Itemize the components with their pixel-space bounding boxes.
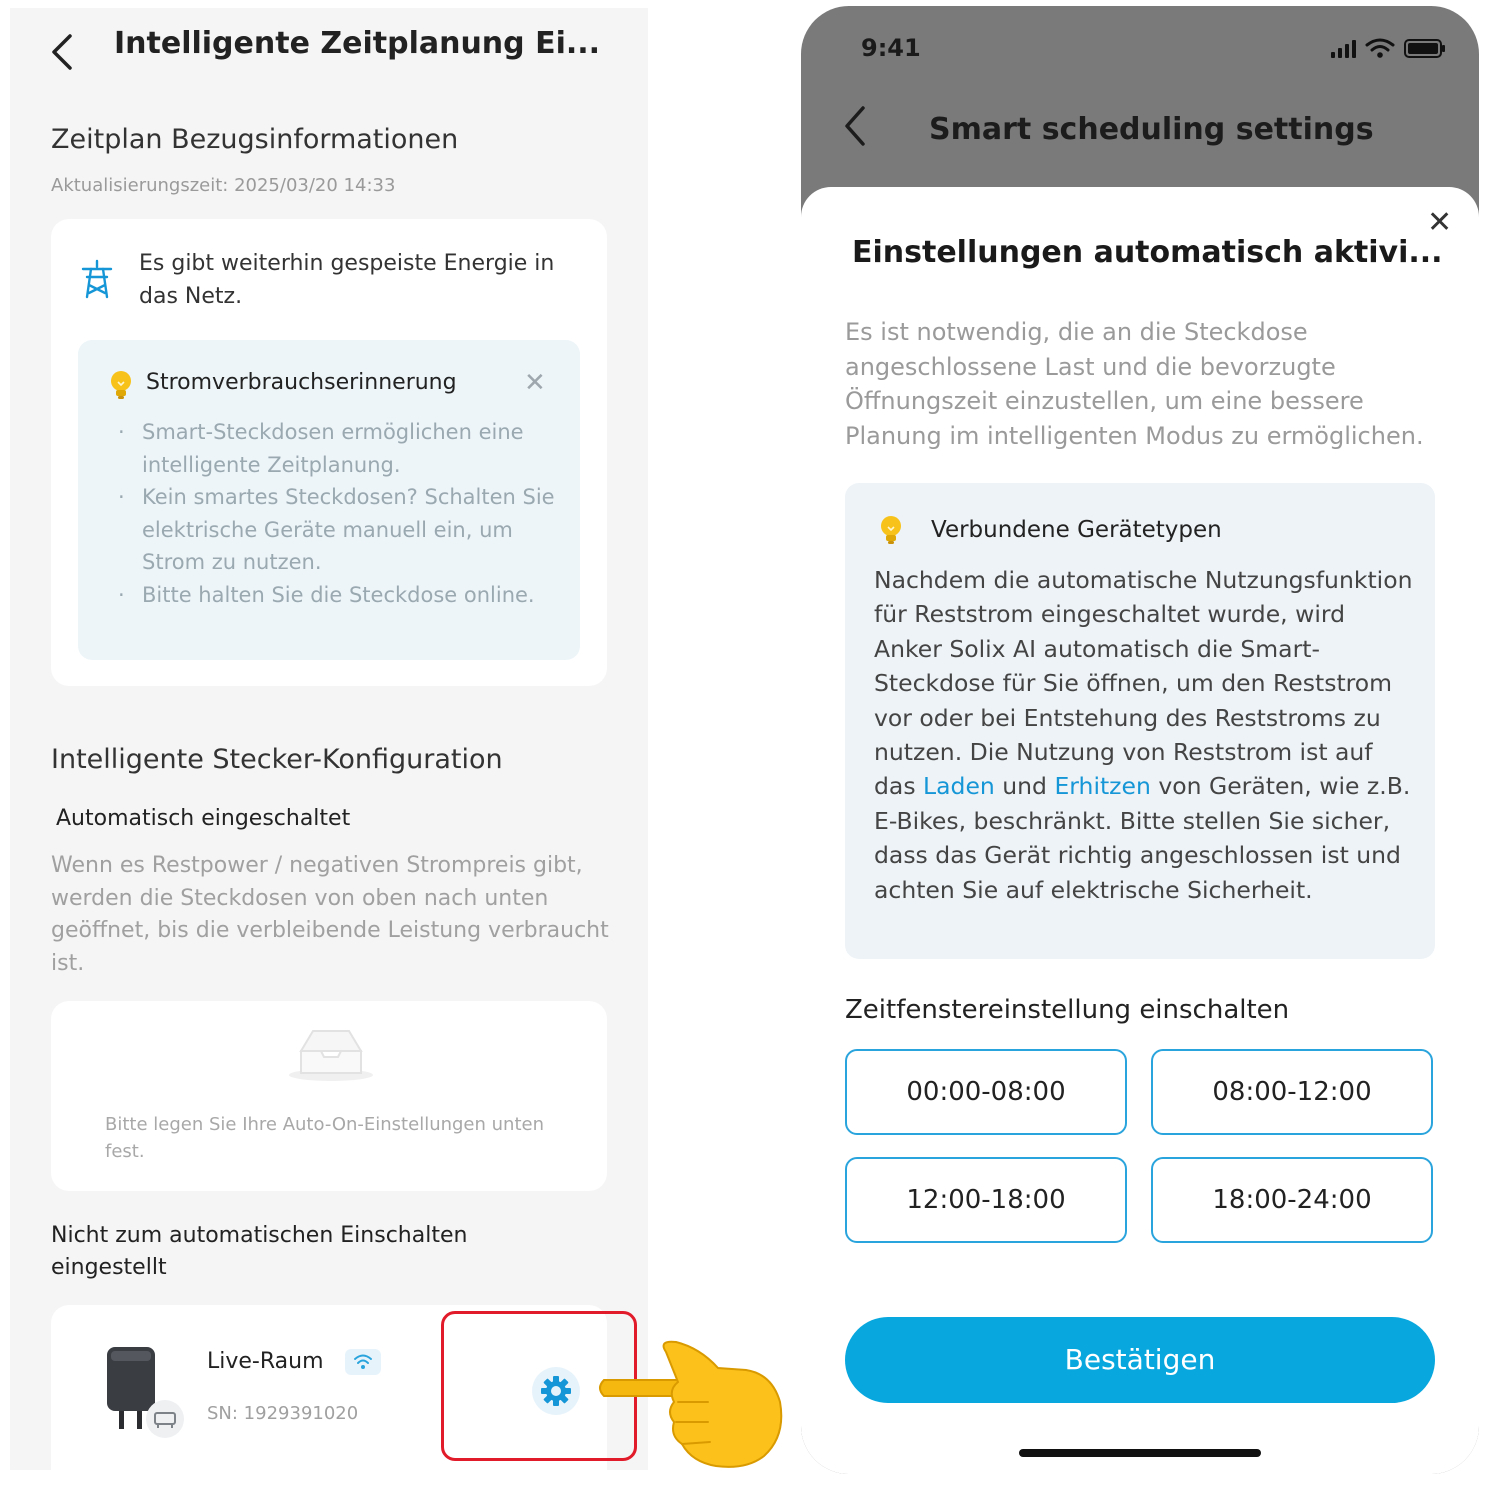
list-item: · Smart-Steckdosen ermöglichen eine intelligente Zeitplanung. [118, 416, 558, 481]
empty-tray-icon [286, 1023, 376, 1083]
page-title: Intelligente Zeitplanung Ei... [114, 26, 601, 61]
left-screen [10, 8, 648, 1470]
info-title: Verbundene Gerätetypen [931, 517, 1222, 543]
auto-on-description: Wenn es Restpower / negativen Strompreis gibt, werden die Steckdosen von oben nach unten geöffnet, bis die verbleibende Leistung verbraucht ist. [51, 853, 609, 976]
charging-link[interactable]: Laden [923, 772, 995, 801]
bottom-sheet [801, 187, 1479, 1474]
time-slot-button[interactable]: 08:00-12:00 [1151, 1049, 1433, 1135]
empty-state-text: Bitte legen Sie Ihre Auto-On-Einstellungen unten fest. [105, 1114, 544, 1162]
feed-in-status-text: Es gibt weiterhin gespeiste Energie in das Netz. [139, 251, 555, 309]
list-item: · Kein smartes Steckdosen? Schalten Sie elektrische Geräte manuell ein, um Strom zu nutzen. [118, 481, 558, 579]
smart-plug-icon [107, 1347, 187, 1439]
schedule-heading: Zeitplan Bezugsinformationen [51, 124, 459, 155]
close-icon[interactable]: ✕ [524, 368, 546, 398]
info-text: von Geräten, wie z.B. E-Bikes, beschränkt. Bitte stellen Sie sicher, dass das Gerät richtig angeschlossen ist und achten Sie auf elektrische Sicherheit. [874, 772, 1411, 904]
info-body [874, 563, 1419, 907]
sheet-title: Einstellungen automatisch aktivi... [852, 235, 1443, 270]
pointing-hand-icon [596, 1340, 788, 1470]
lightbulb-icon [108, 370, 134, 400]
close-icon[interactable]: ✕ [1427, 205, 1453, 240]
info-text: Nachdem die automatische Nutzungsfunktion für Reststrom eingeschaltet wurde, wird Anker Solix AI automatisch die Smart-Steckdose für Sie öffnen, um den Reststrom vor oder bei Entstehung des Reststroms zu nutzen. Die Nutzung von Reststrom ist auf das [874, 566, 1413, 801]
signal-icon [1329, 36, 1449, 60]
chevron-left-icon[interactable] [841, 104, 869, 148]
right-screen [801, 6, 1479, 1474]
schedule-card [51, 219, 607, 686]
auto-on-empty-card [51, 1001, 607, 1191]
time-slot-button[interactable]: 12:00-18:00 [845, 1157, 1127, 1243]
sheet-description: Es ist notwendig, die an die Steckdose angeschlossene Last und die bevorzugte Öffnungszeit einzustellen, um eine bessere Planung im intelligenten Modus zu ermöglichen. [845, 318, 1424, 450]
info-text: und [994, 772, 1055, 801]
lightbulb-icon [878, 515, 904, 545]
page-title: Smart scheduling settings [929, 112, 1374, 147]
device-name: Live-Raum [207, 1349, 324, 1374]
status-time: 9:41 [861, 34, 921, 62]
home-indicator[interactable] [1019, 1449, 1261, 1457]
reminder-box [78, 340, 580, 660]
reminder-title: Stromverbrauchserinnerung [146, 370, 457, 395]
list-item: · Bitte halten Sie die Steckdose online. [118, 579, 558, 612]
chevron-left-icon[interactable] [48, 32, 78, 72]
time-window-heading: Zeitfenstereinstellung einschalten [845, 995, 1290, 1025]
time-slot-button[interactable]: 18:00-24:00 [1151, 1157, 1433, 1243]
power-tower-icon [79, 259, 115, 299]
plug-config-heading: Intelligente Stecker-Konfiguration [51, 744, 503, 775]
update-time: Aktualisierungszeit: 2025/03/20 14:33 [51, 175, 396, 196]
not-auto-heading: Nicht zum automatischen Einschalten eingestellt [51, 1223, 468, 1280]
device-types-info-box [845, 483, 1435, 959]
wifi-icon [345, 1349, 381, 1375]
device-serial: SN: 1929391020 [207, 1403, 359, 1424]
confirm-button[interactable]: Bestätigen [845, 1317, 1435, 1403]
auto-on-heading: Automatisch eingeschaltet [56, 806, 351, 831]
reminder-list [118, 416, 558, 611]
heating-link[interactable]: Erhitzen [1054, 772, 1151, 801]
time-slot-button[interactable]: 00:00-08:00 [845, 1049, 1127, 1135]
